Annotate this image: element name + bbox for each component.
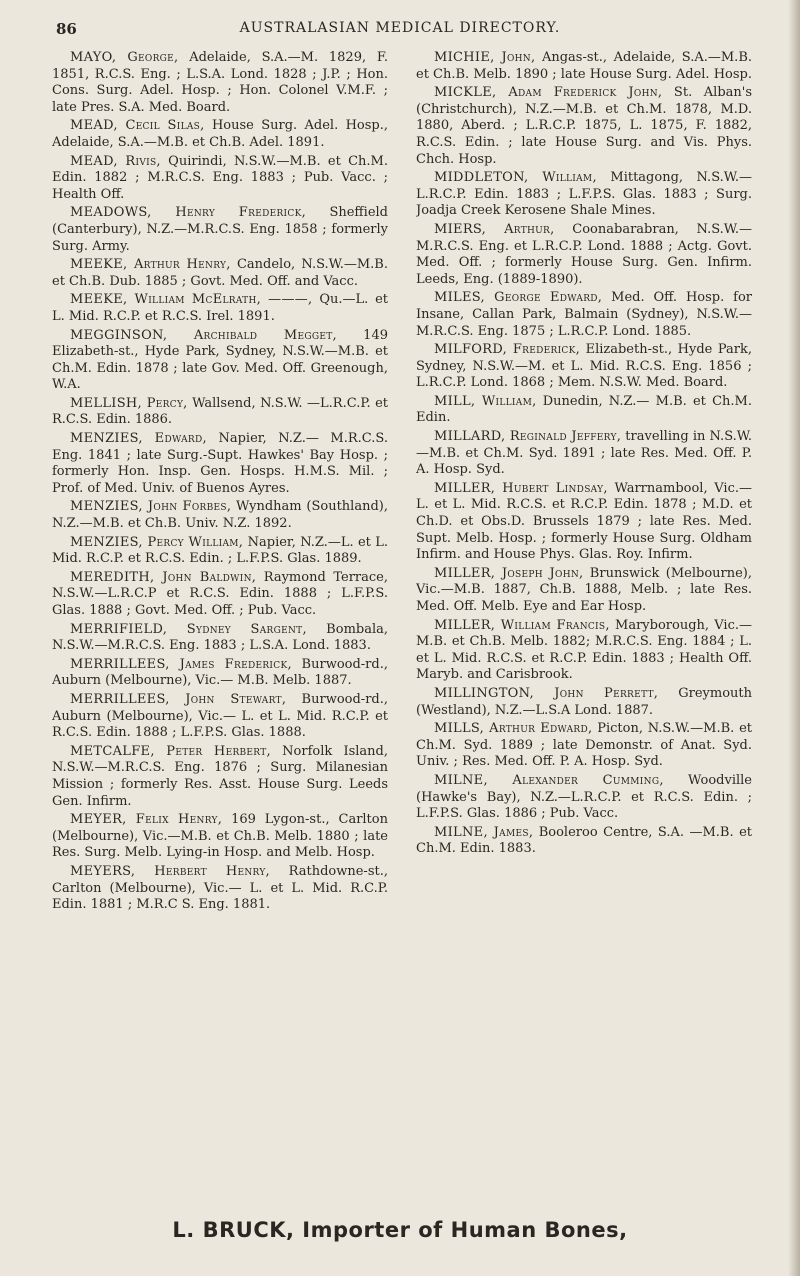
directory-entry xyxy=(416,342,752,392)
entry-name: MILLS, Arthur Edward, xyxy=(434,721,593,737)
entry-name: MILL, William, xyxy=(434,393,537,409)
entry-details: Booleroo Centre, S.A. —M.B. et Ch.M. Edin. 1883. xyxy=(416,824,752,857)
entry-details: Burwood-rd., Auburn (Melbourne), Vic.— L. et L. Mid. R.C.P. et R.C.S. Edin. 1888 ; L.F.P.S. Glas. 1888. xyxy=(52,691,388,741)
entry-details: St. Alban's (Christchurch), N.Z.—M.B. et Ch.M. 1878, M.D. 1880, Aberd. ; L.R.C.P. 1875, L. 1875, F. 1882, R.C.S. Edin. ; late House Surg. and Vis. Phys. Chch. Hosp. xyxy=(416,85,752,167)
entry-name: MICKLE, Adam Frederick John, xyxy=(434,85,663,101)
directory-entry xyxy=(52,812,388,862)
entry-name: MICHIE, John, xyxy=(434,50,536,65)
entry-details: Mittagong, N.S.W.—L.R.C.P. Edin. 1883 ; L.F.P.S. Glas. 1883 ; Surg. Joadja Creek Kerosene Shale Mines. xyxy=(416,170,752,219)
directory-entry xyxy=(416,429,752,479)
directory-entry xyxy=(52,396,388,429)
directory-entry xyxy=(52,292,388,325)
left-column xyxy=(52,50,388,1210)
entry-name: METCALFE, Peter Herbert, xyxy=(70,743,271,759)
directory-entry xyxy=(52,744,388,810)
entry-name: MILFORD, Frederick, xyxy=(434,342,581,358)
entry-details: Burwood-rd., Auburn (Melbourne), Vic.— M.B. Melb. 1887. xyxy=(52,656,388,689)
entry-details: Wallsend, N.S.W. —L.R.C.P. et R.C.S. Edin. 1886. xyxy=(52,395,388,428)
directory-entry xyxy=(52,257,388,290)
entry-details: Dunedin, N.Z.— M.B. et Ch.M. Edin. xyxy=(416,393,752,426)
entry-name: MIDDLETON, William, xyxy=(434,170,597,186)
entry-name: MILLARD, Reginald Jeffery, xyxy=(434,429,622,445)
entry-name: MERRIFIELD, Sydney Sargent, xyxy=(70,621,307,637)
directory-entry xyxy=(52,535,388,568)
directory-entry xyxy=(416,50,752,83)
entry-name: MEREDITH, John Baldwin, xyxy=(70,569,257,585)
entry-details: Woodville (Hawke's Bay), N.Z.—L.R.C.P. et R.C.S. Edin. ; L.F.P.S. Glas. 1886 ; Pub. Vacc. xyxy=(416,772,752,822)
entry-details: Elizabeth-st., Hyde Park, Sydney, N.S.W.—M. et L. Mid. R.C.S. Eng. 1856 ; L.R.C.P. Lond. 1868 ; Mem. N.S.W. Med. Board. xyxy=(416,342,752,391)
directory-entry xyxy=(52,431,388,497)
right-column xyxy=(416,50,752,1210)
directory-entry xyxy=(416,481,752,564)
directory-entry xyxy=(52,205,388,255)
entry-name: MEGGINSON, Archibald Megget, xyxy=(70,327,337,343)
entry-name: MEEKE, Arthur Henry, xyxy=(70,257,231,273)
entry-details: Angas-st., Adelaide, S.A.—M.B. et Ch.B. Melb. 1890 ; late House Surg. Adel. Hosp. xyxy=(416,50,752,82)
entry-name: MEADOWS, Henry Frederick, xyxy=(70,205,307,221)
entry-name: MERRILLEES, John Stewart, xyxy=(70,691,287,707)
entry-name: MELLISH, Percy, xyxy=(70,395,188,411)
entry-details: Warrnambool, Vic.—L. et L. Mid. R.C.S. et R.C.P. Edin. 1878 ; M.D. et Ch.D. et Obs.D. Brussels 1879 ; late Res. Med. Supt. Melb. Hosp. ; formerly House Surg. Oldham Infirm. and House Phys. Glas. Roy. Infirm. xyxy=(416,480,752,563)
directory-entry xyxy=(416,290,752,340)
directory-entry xyxy=(52,692,388,742)
directory-entry xyxy=(52,328,388,394)
directory-entry xyxy=(52,864,388,914)
entry-details: Candelo, N.S.W.—M.B. et Ch.B. Dub. 1885 ; Govt. Med. Off. and Vacc. xyxy=(52,257,388,289)
directory-entry xyxy=(416,85,752,168)
directory-entry xyxy=(416,773,752,823)
entry-details: Napier, N.Z.—L. et L. Mid. R.C.P. et R.C.S. Edin. ; L.F.P.S. Glas. 1889. xyxy=(52,534,388,567)
directory-entry xyxy=(416,618,752,684)
entry-name: MENZIES, John Forbes, xyxy=(70,499,232,515)
directory-entry xyxy=(52,50,388,116)
entry-details: Bombala, N.S.W.—M.R.C.S. Eng. 1883 ; L.S.A. Lond. 1883. xyxy=(52,621,388,654)
entry-details: 149 Elizabeth-st., Hyde Park, Sydney, N.S.W.—M.B. et Ch.M. Edin. 1878 ; late Gov. Med. Off. Greenough, W.A. xyxy=(52,327,388,393)
entry-name: MEYERS, Herbert Henry, xyxy=(70,863,270,879)
entry-details: Greymouth (Westland), N.Z.—L.S.A Lond. 1887. xyxy=(416,685,752,718)
entry-name: MEAD, Cecil Silas, xyxy=(70,118,205,134)
entry-name: MILLINGTON, John Perrett, xyxy=(434,685,659,701)
directory-entry xyxy=(416,825,752,858)
entry-details: Raymond Terrace, N.S.W.—L.R.C.P et R.C.S. Edin. 1888 ; L.F.P.S. Glas. 1888 ; Govt. Med. Off. ; Pub. Vacc. xyxy=(52,569,388,618)
entry-name: MENZIES, Edward, xyxy=(70,431,207,447)
directory-entry xyxy=(416,222,752,288)
entry-details: Rathdowne-st., Carlton (Melbourne), Vic.— L. et L. Mid. R.C.P. Edin. 1881 ; M.R.C S. Eng. 1881. xyxy=(52,863,388,913)
entry-name: MEEKE, William McElrath, ———, xyxy=(70,292,313,308)
entry-details: Napier, N.Z.— M.R.C.S. Eng. 1841 ; late Surg.-Supt. Hawkes' Bay Hosp. ; formerly Hon. Insp. Gen. Hosps. H.M.S. Mil. ; Prof. of Med. Univ. of Buenos Ayres. xyxy=(52,431,388,496)
directory-entry xyxy=(52,570,388,620)
entry-details: Coonabarabran, N.S.W.—M.R.C.S. Eng. et L.R.C.P. Lond. 1888 ; Actg. Govt. Med. Off. ; formerly House Surg. Gen. Infirm. Leeds, Eng. (1889-1890). xyxy=(416,221,752,287)
entry-name: MILLER, Hubert Lindsay, xyxy=(434,480,608,496)
directory-entry xyxy=(416,170,752,220)
directory-entry xyxy=(52,622,388,655)
entry-name: MILES, George Edward, xyxy=(434,290,603,306)
entry-name: MIERS, Arthur, xyxy=(434,221,555,237)
entry-details: Brunswick (Melbourne), Vic.—M.B. 1887, Ch.B. 1888, Melb. ; late Res. Med. Off. Melb. Eye and Ear Hosp. xyxy=(416,565,752,614)
entry-details: Qu.—L. et L. Mid. R.C.P. et R.C.S. Irel. 1891. xyxy=(52,292,388,324)
directory-entry xyxy=(52,499,388,532)
entry-name: MILLER, Joseph John, xyxy=(434,565,584,581)
entry-details: 169 Lygon-st., Carlton (Melbourne), Vic.—M.B. et Ch.B. Melb. 1880 ; late Res. Surg. Melb. Lying-in Hosp. and Melb. Hosp. xyxy=(52,812,388,861)
entry-details: Picton, N.S.W.—M.B. et Ch.M. Syd. 1889 ; late Demonstr. of Anat. Syd. Univ. ; Res. Med. Off. P. A. Hosp. Syd. xyxy=(416,721,752,770)
footer-advertisement: L. BRUCK, Importer of Human Bones, xyxy=(172,1218,628,1242)
entry-details: Maryborough, Vic.—M.B. et Ch.B. Melb. 1882; M.R.C.S. Eng. 1884 ; L. et L. Mid. R.C.S. et R.C.P. Edin. 1883 ; Health Off. Maryb. and Carisbrook. xyxy=(416,617,752,683)
directory-entry xyxy=(416,566,752,616)
entry-details: travelling in N.S.W.—M.B. et Ch.M. Syd. 1891 ; late Res. Med. Off. P. A. Hosp. Syd. xyxy=(416,429,752,478)
page-number: 86 xyxy=(56,20,77,38)
entry-name: MILLER, William Francis, xyxy=(434,617,610,633)
directory-entry xyxy=(52,154,388,204)
running-head: AUSTRALASIAN MEDICAL DIRECTORY. xyxy=(239,20,561,36)
entry-name: MEYER, Felix Henry, xyxy=(70,812,223,828)
entry-name: MILNE, James, xyxy=(434,824,534,840)
directory-entry xyxy=(416,721,752,771)
directory-entry xyxy=(416,394,752,427)
entry-details: Wyndham (Southland), N.Z.—M.B. et Ch.B. Univ. N.Z. 1892. xyxy=(52,499,388,532)
entry-details: Quirindi, N.S.W.—M.B. et Ch.M. Edin. 1882 ; M.R.C.S. Eng. 1883 ; Pub. Vacc. ; Health Off. xyxy=(52,153,388,202)
entry-details: Sheffield (Canterbury), N.Z.—M.R.C.S. Eng. 1858 ; formerly Surg. Army. xyxy=(52,205,388,254)
entry-details: Adelaide, S.A.—M. 1829, F. 1851, R.C.S. Eng. ; L.S.A. Lond. 1828 ; J.P. ; Hon. Cons. Surg. Adel. Hosp. ; Hon. Colonel V.M.F. ; late Pres. S.A. Med. Board. xyxy=(52,50,388,115)
entry-name: MEAD, Rivis, xyxy=(70,153,161,169)
directory-entry xyxy=(52,657,388,690)
entry-name: MAYO, George, xyxy=(70,50,179,65)
directory-columns xyxy=(52,50,752,1210)
page-edge-shadow xyxy=(788,0,800,1276)
entry-name: MILNE, Alexander Cumming, xyxy=(434,772,664,788)
directory-entry xyxy=(416,686,752,719)
entry-details: Med. Off. Hosp. for Insane, Callan Park, Balmain (Sydney), N.S.W.—M.R.C.S. Eng. 1875 ; L.R.C.P. Lond. 1885. xyxy=(416,290,752,339)
entry-name: MENZIES, Percy William, xyxy=(70,534,244,550)
directory-entry xyxy=(52,118,388,151)
entry-details: House Surg. Adel. Hosp., Adelaide, S.A.—M.B. et Ch.B. Adel. 1891. xyxy=(52,118,388,150)
entry-name: MERRILLEES, James Frederick, xyxy=(70,656,292,672)
entry-details: Norfolk Island, N.S.W.—M.R.C.S. Eng. 1876 ; Surg. Milanesian Mission ; formerly Res. Asst. House Surg. Leeds Gen. Infirm. xyxy=(52,743,388,809)
